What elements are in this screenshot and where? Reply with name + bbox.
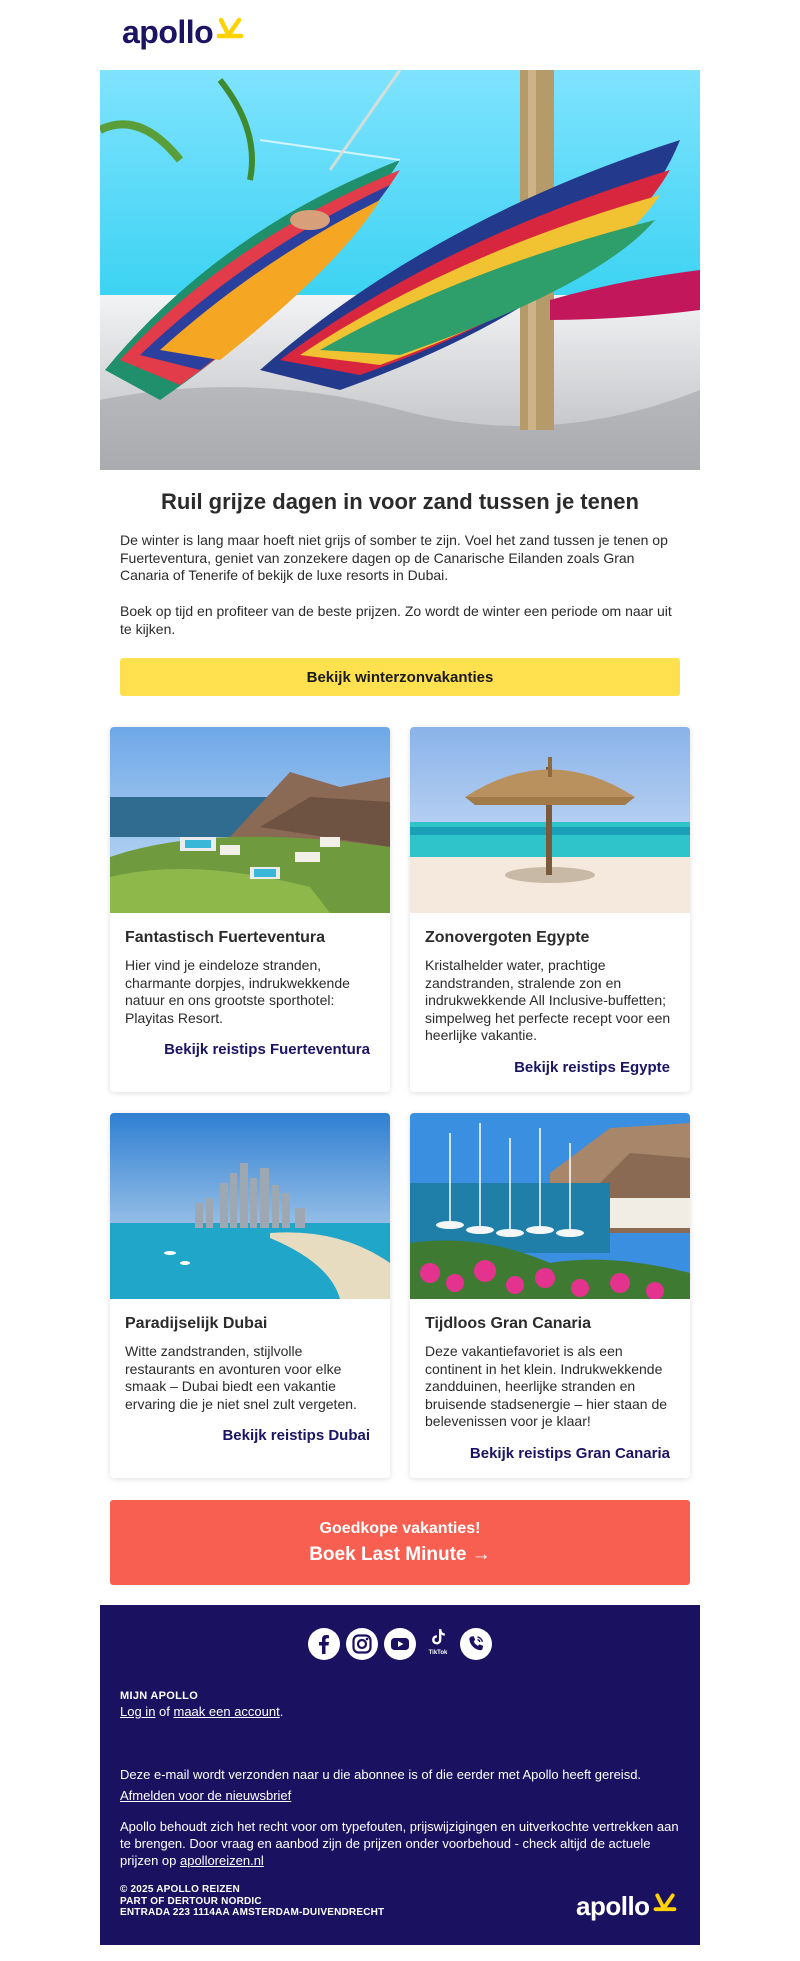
- card-title: Fantastisch Fuerteventura: [125, 929, 326, 946]
- card-gran-canaria[interactable]: [410, 1113, 690, 1478]
- sent-notice: Deze e-mail wordt verzonden naar u die abonnee is of die eerder met Apollo heeft gereisd.: [120, 1767, 642, 1782]
- apollo-logo[interactable]: [122, 14, 245, 51]
- address: ENTRADA 223 1114AA AMSTERDAM-DUIVENDRECHT: [120, 1907, 385, 1918]
- intro-title: Ruil grijze dagen in voor zand tussen je tenen: [161, 489, 639, 514]
- card-text: Hier vind je eindeloze stranden, charmante dorpjes, indrukwekkende natuur en ons grootste sporthotel: Playitas Resort.: [125, 957, 350, 1026]
- disclaimer-text: Apollo behoudt zich het recht voor om typefouten, prijswijzigingen en uitverkochte vertrekken aan te brengen. Door vraag en aanbod zijn de prijzen onder voorbehoud - check altijd de actuele prijzen op: [120, 1819, 679, 1868]
- mijn-apollo-heading: MIJN APOLLO: [120, 1690, 199, 1702]
- last-minute-subtitle: Goedkope vakanties!: [319, 1520, 481, 1537]
- gran-canaria-link[interactable]: Bekijk reistips Gran Canaria: [469, 1444, 670, 1462]
- card-text: Deze vakantiefavoriet is als een continent in het klein. Indrukwekkende zandduinen, heerlijke stranden en bruisende stadsenergie – hier staan de belevenissen voor je klaar!: [425, 1343, 668, 1429]
- gran-canaria-image[interactable]: [410, 1113, 690, 1299]
- phone-icon[interactable]: [460, 1628, 492, 1660]
- disclaimer: [120, 1818, 685, 1869]
- account-line: [120, 1704, 283, 1719]
- instagram-icon[interactable]: [346, 1628, 378, 1660]
- egypte-image[interactable]: [410, 727, 690, 913]
- hero-image-hammocks[interactable]: [100, 70, 700, 470]
- egypte-link[interactable]: Bekijk reistips Egypte: [514, 1058, 670, 1076]
- part-of: PART OF DERTOUR NORDIC: [120, 1895, 262, 1907]
- unsubscribe-link[interactable]: Afmelden voor de nieuwsbrief: [120, 1788, 292, 1803]
- card-title: Paradijselijk Dubai: [125, 1315, 268, 1332]
- last-minute-cta[interactable]: Boek Last Minute →: [309, 1544, 491, 1565]
- footer-logo-text: apollo: [576, 1891, 650, 1921]
- card-title: Tijdloos Gran Canaria: [425, 1315, 591, 1332]
- tiktok-icon[interactable]: [422, 1628, 454, 1660]
- or-text: of: [155, 1704, 174, 1719]
- card-egypte[interactable]: [410, 727, 690, 1092]
- footer: [100, 1605, 700, 1945]
- facebook-icon[interactable]: [308, 1628, 340, 1660]
- card-title: Zonovergoten Egypte: [425, 929, 590, 946]
- card-dubai[interactable]: [110, 1113, 390, 1478]
- intro-paragraph-1: De winter is lang maar hoeft niet grijs of somber te zijn. Voel het zand tussen je tenen op Fuerteventura, geniet van zonzekere dagen op de Canarische Eilanden zoals Gran Canaria of Tenerife of bekijk de luxe resorts in Dubai.: [120, 532, 668, 583]
- card-fuerteventura[interactable]: [110, 727, 390, 1092]
- last-minute-banner[interactable]: [110, 1500, 690, 1585]
- sun-icon: [215, 16, 245, 44]
- footer-apollo-logo[interactable]: [576, 1891, 678, 1922]
- copyright: © 2025 APOLLO REIZEN: [120, 1884, 240, 1895]
- create-account-link[interactable]: maak een account: [173, 1704, 280, 1719]
- period-text: .: [279, 1704, 284, 1719]
- fuerteventura-image[interactable]: [110, 727, 390, 913]
- card-text: Kristalhelder water, prachtige zandstranden, stralende zon en indrukwekkende All Inclusive-buffetten; simpelweg het perfecte recept voor een heerlijke vakantie.: [425, 957, 671, 1043]
- intro-paragraph-2: Boek op tijd en profiteer van de beste prijzen. Zo wordt de winter een periode om naar uit te kijken.: [120, 603, 672, 637]
- apolloreizen-link[interactable]: apolloreizen.nl: [179, 1853, 264, 1868]
- logo-text: apollo: [122, 14, 214, 50]
- dubai-link[interactable]: Bekijk reistips Dubai: [222, 1427, 370, 1444]
- winter-sun-cta-button[interactable]: Bekijk winterzonvakanties: [120, 658, 680, 696]
- social-links: [100, 1628, 700, 1660]
- copyright-block: [120, 1884, 384, 1919]
- card-text: Witte zandstranden, stijlvolle restaurants en avonturen voor elke smaak – Dubai biedt een vakantie ervaring die je niet snel zult vergeten.: [125, 1343, 357, 1412]
- youtube-icon[interactable]: [384, 1628, 416, 1660]
- tiktok-label: TikTok: [428, 1650, 448, 1656]
- fuerteventura-link[interactable]: Bekijk reistips Fuerteventura: [164, 1041, 370, 1058]
- sun-icon: [652, 1892, 678, 1916]
- dubai-image[interactable]: [110, 1113, 390, 1299]
- login-link[interactable]: Log in: [120, 1704, 156, 1719]
